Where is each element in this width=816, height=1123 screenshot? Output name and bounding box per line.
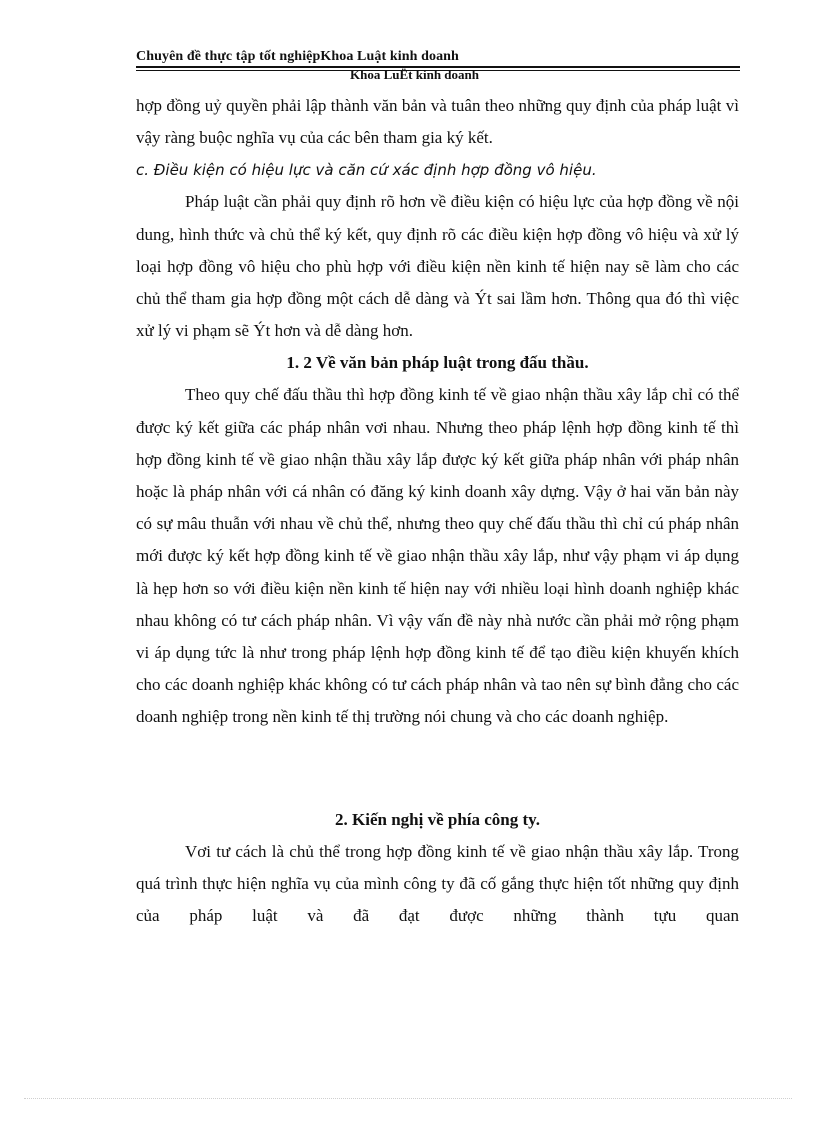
paragraph-validity-conditions: Pháp luật cần phải quy định rõ hơn về điều kiện có hiệu lực của hợp đồng về nội dung, hình thức và chủ thể ký kết, quy định rõ các điều kiện hợp đồng vô hiệu và xử lý loại hợp đồng vô hiệu cho phù hợp với điều kiện nền kinh tế hiện nay sẽ làm cho các chủ thể tham gia hợp đồng một cách dễ dàng và Ýt sai lầm hơn. Thông qua đó thì việc xử lý vi phạm sẽ Ýt hơn và dễ dàng hơn.	[136, 192, 739, 341]
heading-company-recommendations: 2. Kiến nghị về phía công ty.	[335, 809, 540, 829]
subheading-validity-conditions: c. Điều kiện có hiệu lực và căn cứ xác định hợp đồng vô hiệu.	[136, 161, 597, 180]
document-body	[136, 90, 739, 932]
paragraph-bidding-legislation: Theo quy chế đấu thầu thì hợp đồng kinh tế về giao nhận thầu xây lắp chỉ có thể được ký kết giữa các pháp nhân vơi nhau. Nhưng theo pháp lệnh hợp đồng kinh tế thì hợp đồng kinh tế về giao nhận thầu xây lắp được ký kết giữa pháp nhân với pháp nhân hoặc là pháp nhân với cá nhân có đăng ký kinh doanh xây dựng. Vậy ở hai văn bản này có sự mâu thuẫn với nhau về chủ thể, nhưng theo quy chế đấu thầu thì chỉ cú pháp nhân mới được ký kết hợp đồng kinh tế về giao nhận thầu xây lắp, như vậy phạm vi áp dụng là hẹp hơn so với điều kiện nền kinh tế hiện nay với nhiều loại hình doanh nghiệp khác nhau không có tư cách pháp nhân. Vì vậy vấn đề này nhà nước cần phải mở rộng phạm vi áp dụng tức là như trong pháp lệnh hợp đồng kinh tế để tạo điều kiện khuyến khích cho các doanh nghiệp khác không có tư cách pháp nhân và tao nên sự bình đẳng cho các doanh nghiệp trong nền kinh tế thị trường nói chung và cho các doanh nghiệp.	[136, 385, 739, 727]
paragraph-company-recommendations: Vơi tư cách là chủ thể trong hợp đồng kinh tế về giao nhận thầu xây lắp. Trong quá trình thực hiện nghĩa vụ của mình công ty đã cố gắng thực hiện tốt những quy định của pháp luật và đã đạt được những thành tựu quan	[136, 841, 739, 926]
page-bottom-dotted-rule	[24, 1098, 792, 1099]
page-header	[136, 49, 740, 82]
heading-bidding-legislation: 1. 2 Về văn bản pháp luật trong đấu thầu.	[286, 353, 589, 373]
header-title: Chuyên đề thực tập tốt nghiệpKhoa Luật kinh doanh	[136, 49, 459, 64]
section-spacer	[136, 734, 739, 804]
paragraph-contract-authorization: hợp đồng uỷ quyền phải lập thành văn bản và tuân theo những quy định của pháp luật vì vậy ràng buộc nghĩa vụ của các bên tham gia ký kết.	[136, 96, 739, 148]
header-subtitle: Khoa LuËt kinh doanh	[350, 67, 479, 82]
